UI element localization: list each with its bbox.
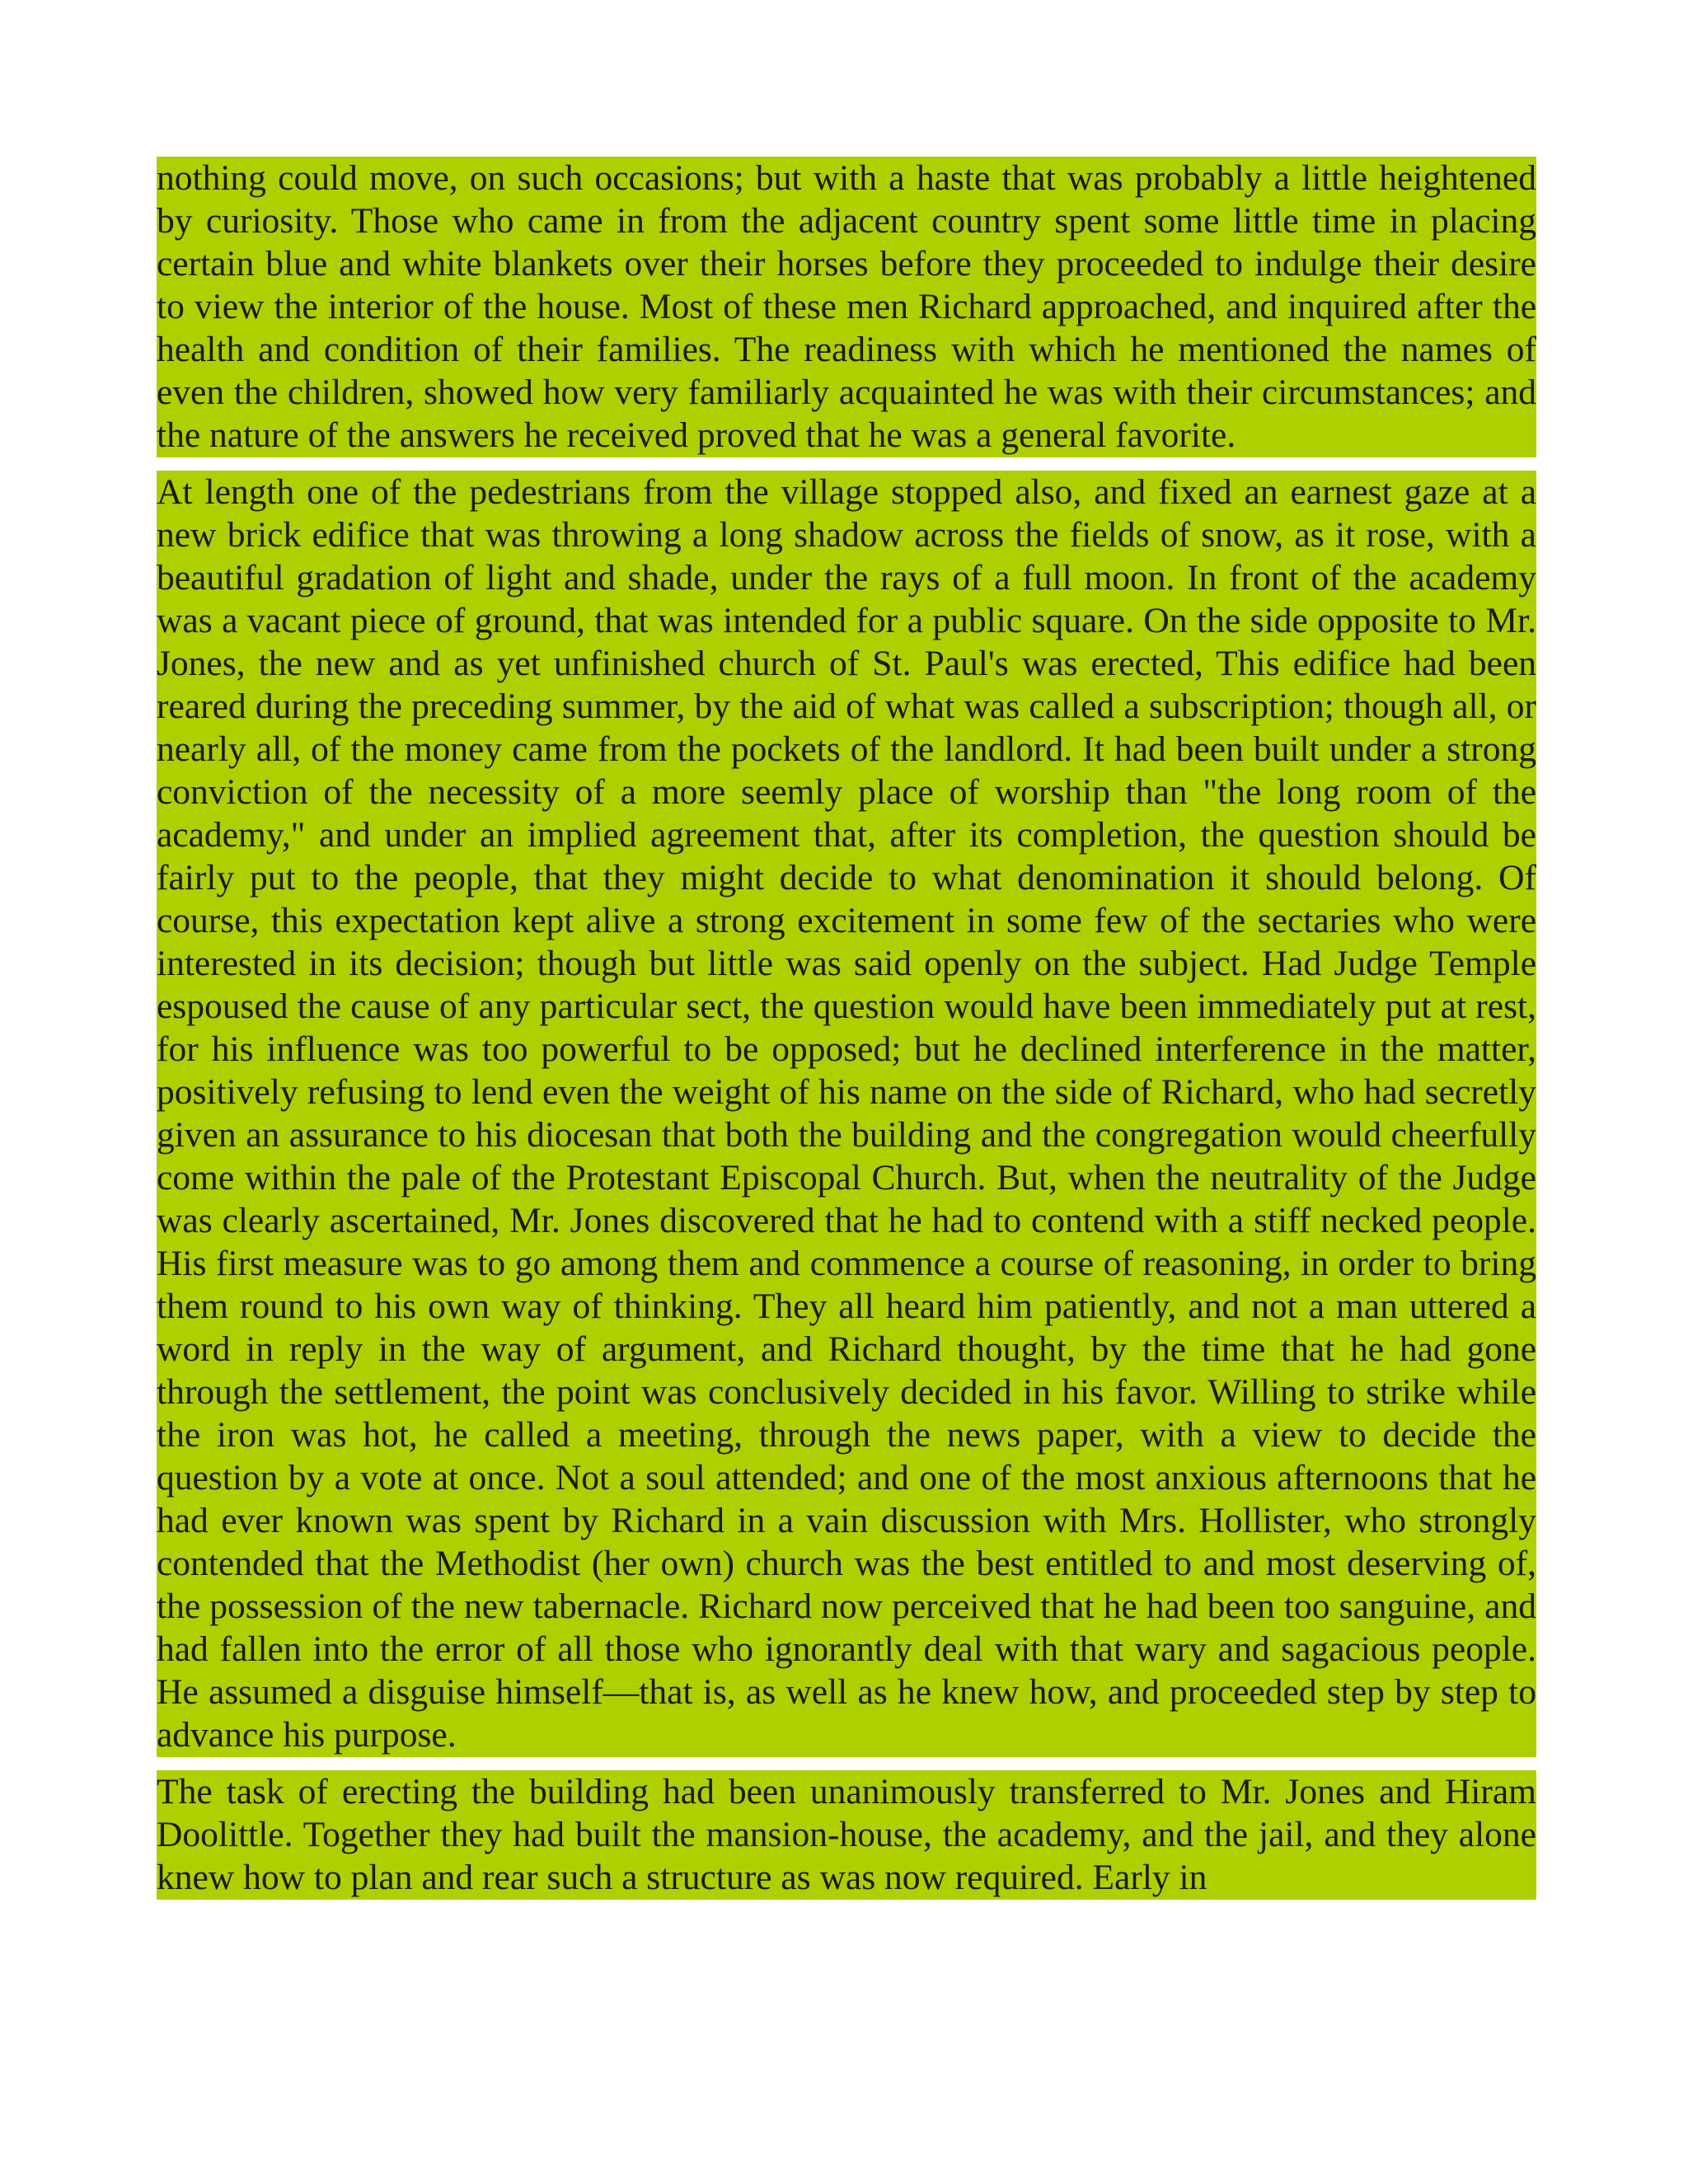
paragraph-gap — [157, 457, 1536, 471]
text-body — [157, 157, 1536, 1900]
paragraph-1: nothing could move, on such occasions; but with a haste that was probably a little heightened by curiosity. Those who came in from the adjacent country spent some little time in placing certain blue and white blankets over their horses before they proceeded to indulge their desire to view the interior of the house. Most of these men Richard approached, and inquired after the health and condition of their families. The readiness with which he mentioned the names of even the children, showed how very familiarly acquainted he was with their circumstances; and the nature of the answers he received proved that he was a general favorite. — [157, 157, 1536, 457]
paragraph-3: The task of erecting the building had been unanimously transferred to Mr. Jones and Hiram Doolittle. Together they had built the mansion-house, the academy, and the jail, and they alone knew how to plan and rear such a structure as was now required. Early in — [157, 1770, 1536, 1900]
paragraph-2: At length one of the pedestrians from the village stopped also, and fixed an earnest gaze at a new brick edifice that was throwing a long shadow across the fields of snow, as it rose, with a beautiful gradation of light and shade, under the rays of a full moon. In front of the academy was a vacant piece of ground, that was intended for a public square. On the side opposite to Mr. Jones, the new and as yet unfinished church of St. Paul's was erected, This edifice had been reared during the preceding summer, by the aid of what was called a subscription; though all, or nearly all, of the money came from the pockets of the landlord. It had been built under a strong conviction of the necessity of a more seemly place of worship than "the long room of the academy," and under an implied agreement that, after its completion, the question should be fairly put to the people, that they might decide to what denomination it should belong. Of course, this expectation kept alive a strong excitement in some few of the sectaries who were interested in its decision; though but little was said openly on the subject. Had Judge Temple espoused the cause of any particular sect, the question would have been immediately put at rest, for his influence was too powerful to be opposed; but he declined interference in the matter, positively refusing to lend even the weight of his name on the side of Richard, who had secretly given an assurance to his diocesan that both the building and the congregation would cheerfully come within the pale of the Protestant Episcopal Church. But, when the neutrality of the Judge was clearly ascertained, Mr. Jones discovered that he had to contend with a stiff necked people. His first measure was to go among them and commence a course of reasoning, in order to bring them round to his own way of thinking. They all heard him patiently, and not a man uttered a word in reply in the way of argument, and Richard thought, by the time that he had gone through the settlement, the point was conclusively decided in his favor. Willing to strike while the iron was hot, he called a meeting, through the news paper, with a view to decide the question by a vote at once. Not a soul attended; and one of the most anxious afternoons that he had ever known was spent by Richard in a vain discussion with Mrs. Hollister, who strongly contended that the Methodist (her own) church was the best entitled to and most deserving of, the possession of the new tabernacle. Richard now perceived that he had been too sanguine, and had fallen into the error of all those who ignorantly deal with that wary and sagacious people. He assumed a disguise himself—that is, as well as he knew how, and proceeded step by step to advance his purpose. — [157, 471, 1536, 1757]
paragraph-gap — [157, 1757, 1536, 1770]
